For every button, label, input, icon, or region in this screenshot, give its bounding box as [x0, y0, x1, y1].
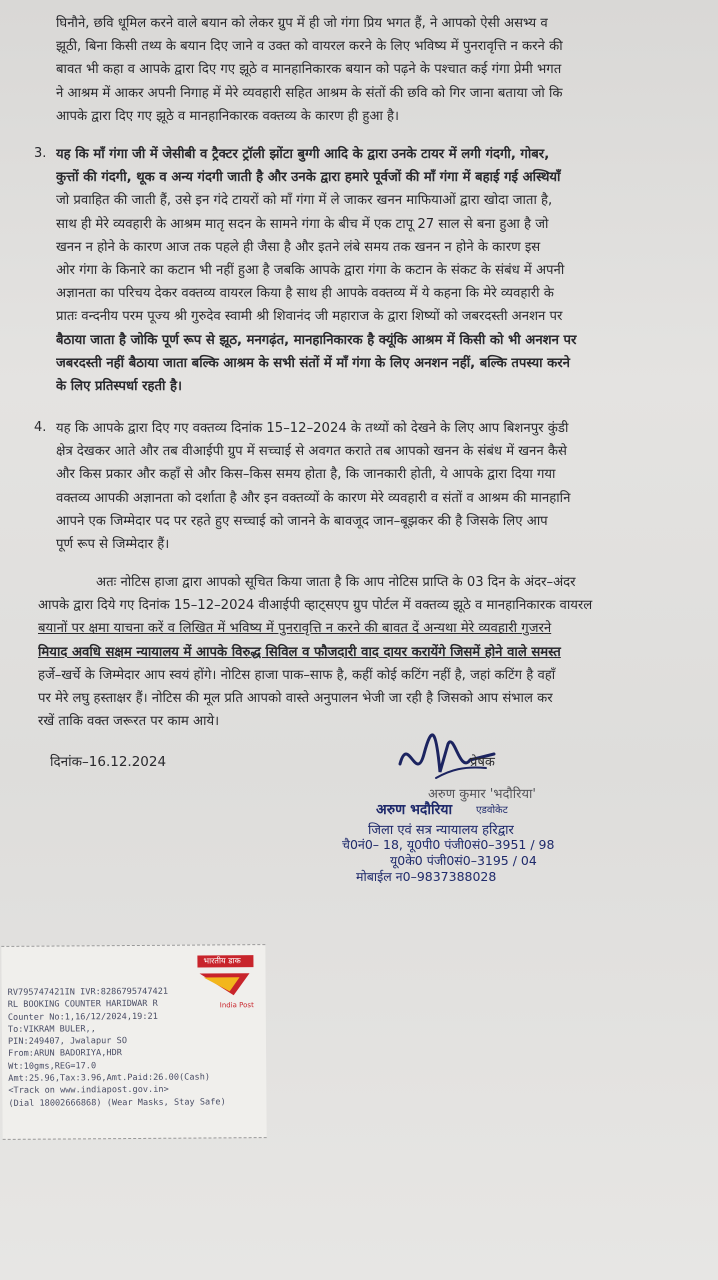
receipt-line: Amt:25.96,Tax:3.96,Amt.Paid:26.00(Cash): [8, 1072, 211, 1084]
india-post-logo: [189, 951, 259, 1011]
stamp-court: जिला एवं सत्र न्यायालय हरिद्वार: [368, 823, 514, 838]
logo-text-english: India Post: [219, 1001, 254, 1010]
paragraph-continuation: [56, 12, 682, 128]
text-line: साथ ही मेरे व्यवहारी के आश्रम मातृ सदन के सामने गंगा के बीच में एक टापू 27 साल से बना हुआ है जो: [56, 216, 549, 232]
stamp-reg-uk: यू0के0 पंजी0सं0–3195 / 04: [390, 853, 537, 868]
text-line: जो प्रवाहित की जाती हैं, उसे इन गंदे टायरों को माँ गंगा में ले जाकर खनन माफियाओं द्वारा खोदा जाता है,: [56, 193, 553, 209]
receipt-line: RL BOOKING COUNTER HARIDWAR R: [7, 999, 158, 1011]
text-line: यह कि आपके द्वारा दिए गए वक्तव्य दिनांक 15–12–2024 के तथ्यों को देखने के लिए आप बिशनपुर कुंडी: [56, 421, 569, 436]
receipt-line: Wt:10gms,REG=17.0: [8, 1061, 97, 1072]
text-line: बयानों पर क्षमा याचना करें व लिखित में भविष्य में पुनरावृत्ति न करने की बावत दें अन्यथा मेरे व्यवहारी गुजरने: [38, 621, 552, 637]
stamp-mobile: मोबाईल न0–9837388028: [356, 869, 497, 884]
point-number-4: 4.: [34, 420, 47, 435]
text-line: यह कि माँ गंगा जी में जेसीबी व ट्रैक्टर ट्रॉली झोंटा बुग्गी आदि के द्वारा उनके टायर में लगी गंदगी, गोबर,: [56, 147, 550, 162]
text-line: अतः नोटिस हाजा द्वारा आपको सूचित किया जाता है कि आप नोटिस प्राप्ति के 03 दिन के अंदर–अंदर: [96, 575, 576, 590]
text-line: अज्ञानता का परिचय देकर वक्तव्य वायरल किया है साथ ही आपके वक्तव्य में ये कहना कि मेरे व्यवहारी के: [56, 286, 554, 302]
notice-date: दिनांक–16.12.2024: [50, 754, 167, 770]
receipt-line: (Dial 18002666868) (Wear Masks, Stay Safe): [8, 1097, 226, 1109]
receipt-line: PIN:249407, Jwalapur SO: [7, 1036, 128, 1048]
receipt-line: <Track on www.indiapost.gov.in>: [8, 1085, 169, 1097]
text-line: पूर्ण रूप से जिम्मेदार हैं।: [56, 537, 170, 553]
receipt-line: Counter No:1,16/12/2024,19:21: [7, 1011, 158, 1023]
logo-text-hindi: भारतीय डाक: [203, 956, 241, 966]
receipt-line: To:VIKRAM BULER,,: [7, 1024, 96, 1035]
paragraph-notice: [38, 571, 684, 733]
text-line: खनन न होने के कारण आज तक पहले ही जैसा है और इतने लंबे समय तक खनन न होने के कारण इस: [56, 239, 541, 255]
paragraph-point-4: [56, 417, 682, 556]
sender-label: प्रेषक: [470, 755, 495, 770]
text-line: मियाद अवधि सक्षम न्यायालय में आपके विरुद्ध सिविल व फौजदारी वाद दायर करायेंगे जिसमें होने वाले समस्त: [38, 644, 561, 660]
text-line: प्रातः वन्दनीय परम पूज्य श्री गुरुदेव स्वामी श्री शिवानंद जी महाराज के द्वारा शिष्यों को जबरदस्ती अनशन पर: [56, 309, 563, 325]
text-line: आपके द्वारा दिए गए झूठे व मानहानिकारक वक्तव्य के कारण ही हुआ है।: [56, 108, 400, 124]
text-line: आपने एक जिम्मेदार पद पर रहते हुए सच्चाई को जानने के बावजूद जान–बूझकर की है जिसके लिए आप: [56, 513, 548, 529]
sender-signature-block: [342, 730, 610, 890]
text-line: क्षेत्र देखकर आते और तब वीआईपी ग्रुप में सच्चाई से अवगत कराते तब आपको खनन के संबंध में खनन कैसे: [56, 444, 567, 460]
text-line: बैठाया जाता है जोकि पूर्ण रूप से झूठ, मनगढ़ंत, मानहानिकारक है क्यूंकि आश्रम में किसी को भी अनशन पर: [56, 332, 577, 348]
text-line: घिनौने, छवि धूमिल करने वाले बयान को लेकर ग्रुप में ही जो गंगा प्रिय भगत हैं, ने आपको ऐसी असभ्य व: [56, 16, 548, 31]
text-line: आपके द्वारा दिये गए दिनांक 15–12–2024 वीआईपी व्हाट्सएप ग्रुप पोर्टल में वक्तव्य झूठे व मानहानिकारक वायरल: [38, 598, 593, 614]
text-line: कुत्तों की गंदगी, थूक व अन्य गंदगी जाती है और उनके द्वारा हमारे पूर्वजों की माँ गंगा में बहाई गई अस्थियाँ: [56, 170, 561, 186]
text-line: जबरदस्ती नहीं बैठाया जाता बल्कि आश्रम के सभी संतों में माँ गंगा के लिए अनशन नहीं, बल्कि तपस्या करने: [56, 355, 570, 371]
stamp-reg-up: चै0नं0– 18, यू0पी0 पंजी0सं0–3951 / 98: [342, 837, 555, 852]
paragraph-point-3: [56, 143, 682, 398]
stamp-title: एडवोकेट: [476, 805, 508, 816]
text-line: बावत भी कहा व आपके द्वारा दिए गए झूठे व मानहानिकारक बयान को पढ़ने के पश्चात कई गंगा प्रेमी भगत: [56, 62, 562, 78]
text-line: हर्जे–खर्चे के जिम्मेदार आप स्वयं होंगे। नोटिस हाजा पाक–साफ है, कहीं कोई कटिंग नहीं है, जहां कटिंग है वहाँ: [38, 667, 556, 683]
receipt-line: RV795747421IN IVR:8286795747421: [7, 986, 169, 998]
stamp-name: अरुण भदौरिया: [376, 802, 453, 818]
text-line: झूठी, बिना किसी तथ्य के बयान दिए जाने व उक्त को वायरल करने के लिए भविष्य में पुनरावृत्ति न करने की: [56, 39, 563, 55]
text-line: ने आश्रम में आकर अपनी निगाह में मेरे व्यवहारी सहित आश्रम के संतों की छवि को गिर जाना बताया जो कि: [56, 85, 563, 101]
text-line: के लिए प्रतिस्पर्धा रहती है।: [56, 379, 183, 395]
postal-receipt: [1, 944, 266, 1140]
text-line: पर मेरे लघु हस्ताक्षर हैं। नोटिस की मूल प्रति आपको वास्ते अनुपालन भेजी जा रही है जिसको आप संभाल कर: [38, 691, 553, 707]
text-line: वक्तव्य आपकी अज्ञानता को दर्शाता है और इन वक्तव्यों के कारण मेरे व्यवहारी व संतों व आश्रम की मानहानि: [56, 490, 571, 506]
receipt-line: From:ARUN BADORIYA,HDR: [8, 1048, 122, 1060]
text-line: और किस प्रकार और कहाँ से और किस–किस समय होता है, कि जानकारी होती, ये आपके द्वारा दिया गया: [56, 467, 556, 483]
text-line: रखें ताकि वक्त जरूरत पर काम आये।: [38, 714, 220, 730]
text-line: ओर गंगा के किनारे का कटान भी नहीं हुआ है जबकि आपके द्वारा गंगा के कटान के संकट के संबंध में अपनी: [56, 263, 565, 279]
sender-name: अरुण कुमार 'भदौरिया': [428, 787, 536, 802]
point-number-3: 3.: [34, 146, 47, 161]
